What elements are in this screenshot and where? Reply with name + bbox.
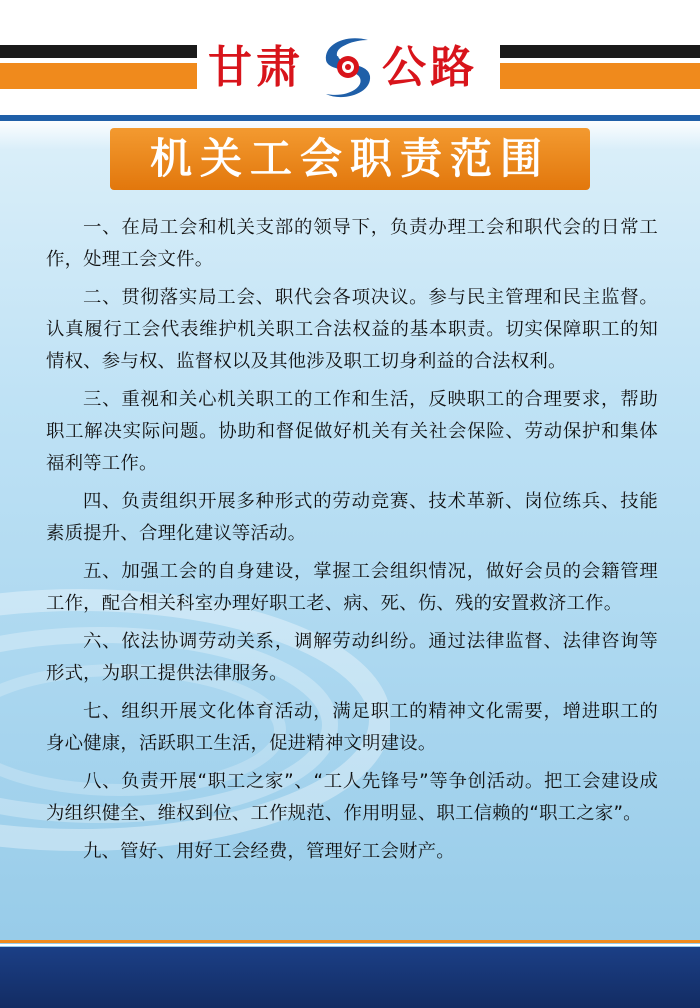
duty-paragraph: 九、管好、用好工会经费，管理好工会财产。 [83, 841, 455, 862]
duty-paragraph: 七、组织开展文化体育活动，满足职工的精神文化需要，增进职工的身心健康，活跃职工生活，促进精神文明建设。 [46, 701, 658, 754]
page-title: 机关工会职责范围 [149, 134, 550, 183]
header [0, 0, 700, 118]
brand-text-right: 公路 [382, 42, 478, 93]
duty-paragraph: 三、重视和关心机关职工的工作和生活，反映职工的合理要求，帮助职工解决实际问题。协助和督促做好机关有关社会保险、劳动保护和集体福利等工作。 [46, 389, 658, 474]
duties-content [46, 212, 658, 874]
footer-orange-line [0, 940, 700, 943]
footer-band [0, 947, 700, 1008]
header-stripe-left [0, 45, 197, 89]
footer-white-line [0, 944, 700, 946]
header-blue-band [0, 115, 700, 121]
header-stripe-right [500, 45, 700, 89]
duty-paragraph: 八、负责开展“职工之家”、“工人先锋号”等争创活动。把工会建设成为组织健全、维权到位、工作规范、作用明显、职工信赖的“职工之家”。 [46, 771, 658, 824]
duty-paragraph: 六、依法协调劳动关系，调解劳动纠纷。通过法律监督、法律咨询等形式，为职工提供法律服务。 [46, 631, 658, 684]
gansu-highway-logo-icon [316, 32, 380, 102]
title-banner [110, 128, 590, 190]
duty-paragraph: 二、贯彻落实局工会、职代会各项决议。参与民主管理和民主监督。认真履行工会代表维护机关职工合法权益的基本职责。切实保障职工的知情权、参与权、监督权以及其他涉及职工切身利益的合法权利。 [46, 287, 658, 372]
brand-text-left: 甘肃 [208, 42, 304, 93]
duty-paragraph: 四、负责组织开展多种形式的劳动竞赛、技术革新、岗位练兵、技能素质提升、合理化建议等活动。 [46, 491, 658, 544]
duty-paragraph: 一、在局工会和机关支部的领导下，负责办理工会和职代会的日常工作，处理工会文件。 [46, 217, 658, 270]
duty-paragraph: 五、加强工会的自身建设，掌握工会组织情况，做好会员的会籍管理工作，配合相关科室办理好职工老、病、死、伤、残的安置救济工作。 [46, 561, 658, 614]
